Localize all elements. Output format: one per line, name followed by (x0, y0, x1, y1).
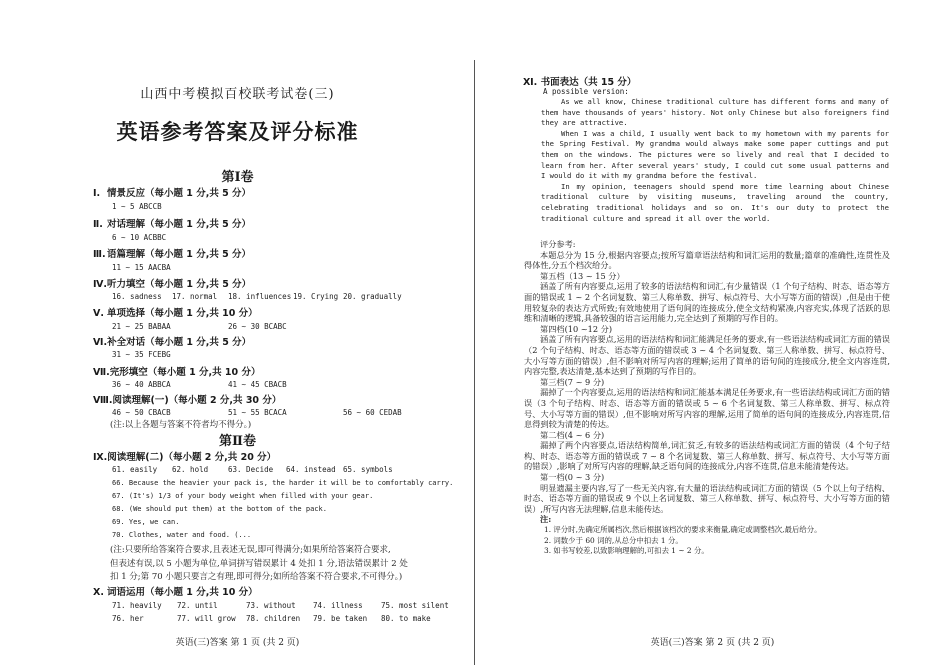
answer-line: 26 ~ 30 BCABC (228, 322, 287, 331)
grade-level-label: 第五档（13 ~ 15 分） (540, 270, 625, 281)
answer-item: 79. be taken (313, 614, 368, 623)
section-number: Ⅲ. (93, 249, 106, 260)
section-number: Ⅱ. (93, 219, 103, 230)
section-number: Ⅵ. (93, 337, 108, 348)
answer-item: 80. to make (381, 614, 431, 623)
answer-line: 36 ~ 40 ABBCA (112, 380, 171, 389)
volume-one-heading: 第Ⅰ卷 (221, 170, 254, 185)
model-essay (541, 97, 889, 224)
note-item: 2. 词数少于 60 词的,从总分中扣去 1 分。 (544, 535, 683, 545)
answer-sentence: 66. Because the heavier your pack is, the harder it will be to comfortably carry. (112, 479, 454, 487)
answer-item: 77. will grow (177, 614, 236, 623)
section-number: Ⅴ. (93, 308, 104, 319)
essay-version-label: A possible version: (543, 87, 629, 96)
answer-item: 20. gradually (343, 292, 402, 301)
grade-level-label: 第一档(0 ~ 3 分) (540, 472, 605, 483)
answer-item: 76. her (112, 614, 144, 623)
answer-item: 78. children (246, 614, 301, 623)
essay-paragraph: As we all know, Chinese traditional culture has different forms and many of them have thousands of years' history. Not only Chinese but also foreigners find they are attractive. (541, 97, 889, 128)
section-title: 补全对话（每小题 1 分,共 5 分） (107, 337, 252, 348)
section-title: 阅读理解(二)（每小题 2 分,共 20 分） (107, 452, 277, 463)
grading-intro: 本题总分为 15 分,根据内容要点;按所写篇章语法结构和词汇运用的数量;篇章的准确性,连贯性及得体性,分五个档次给分。 (524, 249, 890, 271)
exam-title: 山西中考模拟百校联考试卷(三) (140, 87, 335, 102)
section-title: 书面表达（共 15 分） (540, 77, 637, 88)
page-footer: 英语(三)答案 第 1 页 (共 2 页) (175, 638, 300, 648)
grade-level-label: 第四档(10 ~12 分) (540, 323, 613, 334)
answer-line: 6 ~ 10 ACBBC (112, 233, 167, 242)
section-title: 情景反应（每小题 1 分,共 5 分） (107, 188, 252, 199)
answer-line: 56 ~ 60 CEDAB (343, 408, 402, 417)
essay-paragraph: In my opinion, teenagers should spend more time learning about Chinese traditional culture by visiting museums, traveling around the country, celebrating traditional holidays and so on. It's our duty to protect the traditional culture and spread it all over the world. (541, 181, 889, 223)
grading-title: 评分参考: (540, 239, 576, 249)
answer-sentence: 70. Clothes, water and food. (... (112, 531, 252, 539)
answer-line: 1 ~ 5 ABCCB (112, 202, 162, 211)
answer-item: 72. until (177, 601, 218, 610)
section-title: 阅读理解(一)（每小题 2 分,共 30 分） (112, 395, 282, 406)
answer-item: 17. normal (172, 292, 218, 301)
section-number: Ⅺ. (523, 77, 538, 88)
section-number: Ⅳ. (93, 279, 108, 290)
answer-sentence: 68. (We should put them) at the bottom of the pack. (112, 505, 327, 513)
note-item: 1. 评分时,先确定所属档次,然后根据该档次的要求来衡量,确定或调整档次,最后给分。 (544, 525, 822, 535)
answer-item: 73. without (246, 601, 296, 610)
grade-level-text: 涵盖了所有内容要点,运用的语法结构和词汇能满足任务的要求,有一些语法结构或词汇方面的错误（2 个句子结构、时态、语态等方面的错误或 3 ~ 4 个名词复数、第三人称单数、拼写、标点符号、大小写等方面的错误）,但不影响对所写内容的理解;运用了简单的语句间的连接成分,使全文内容连贯,内容完整,表达清楚,基本达到了预期的写作目的。 (524, 334, 890, 377)
answer-item: 74. illness (313, 601, 363, 610)
answer-item: 71. heavily (112, 601, 162, 610)
section-title: 完形填空（每小题 1 分,共 10 分） (109, 367, 261, 378)
section-number: Ⅰ. (93, 188, 101, 199)
grade-level-text: 漏掉了一个内容要点,运用的语法结构和词汇能基本满足任务要求,有一些语法结构或词汇方面的错误（3 个句子结构、时态、语态等方面的错误或 5 ~ 6 个名词复数、第三人称单数、拼写、标点符号、大小写等方面的错误）,但不影响对所写内容的理解,运用了简单的语句间的连接成分,内容连贯,信息得到较为清楚的传达。 (524, 387, 890, 430)
answer-line: 46 ~ 50 CBACB (112, 408, 171, 417)
section-title: 单项选择（每小题 1 分,共 10 分） (107, 308, 258, 319)
answer-sentence: 67. (It's) 1/3 of your body weight when filled with your gear. (112, 492, 374, 500)
answer-item: 61. easily (112, 465, 158, 474)
section-number: Ⅹ. (93, 587, 104, 598)
section-number: Ⅶ. (93, 367, 110, 378)
answer-item: 63. Decide (228, 465, 274, 474)
answer-item: 16. sadness (112, 292, 162, 301)
section-title: 对话理解（每小题 1 分,共 5 分） (107, 219, 252, 230)
section9-note-line: 但表述有误,以 5 小题为单位,单词拼写错误累计 4 处扣 1 分,语法错误累计 2 处 (110, 559, 408, 569)
section-title: 词语运用（每小题 1 分,共 10 分） (107, 587, 258, 598)
page-footer: 英语(三)答案 第 2 页 (共 2 页) (650, 638, 775, 648)
essay-paragraph: When I was a child, I usually went back to my hometown with my parents for the Spring Festival. My grandma would always make some paper cuttings and put them on the windows. The pictures were so lively and real that I decided to learn from her. After several years' study, I could cut some usual patterns and I would do it with my grandma before the festival. (541, 128, 889, 181)
grade-level-text: 漏掉了两个内容要点,语法结构简单,词汇贫乏,有较多的语法结构或词汇方面的错误（4 个句子结构、时态、语态等方面的错误或 7 ~ 8 个名词复数、第三人称单数、拼写、标点符号、大小写等方面的错误）,影响了对所写内容的理解,缺乏语句间的连接成分,内容不连贯,信息未能清楚传达。 (524, 440, 890, 472)
answer-item: 65. symbols (343, 465, 393, 474)
section9-note-line: 扣 1 分;第 70 小题只要言之有理,即可得分;如所给答案不符合要求,不可得分。) (110, 572, 403, 582)
section-number: Ⅸ. (93, 452, 108, 463)
grade-level-label: 第三档(7 ~ 9 分) (540, 376, 605, 387)
answer-sentence: 69. Yes, we can. (112, 518, 180, 526)
section-heading (523, 74, 636, 88)
answer-item: 64. instead (286, 465, 336, 474)
answer-line: 31 ~ 35 FCEBG (112, 350, 171, 359)
answer-item: 62. hold (172, 465, 209, 474)
section9-note-line: (注:只要所给答案符合要求,且表述无误,即可得满分;如果所给答案符合要求, (110, 545, 391, 555)
section-title: 语篇理解（每小题 1 分,共 5 分） (107, 249, 252, 260)
answer-item: 75. most silent (381, 601, 449, 610)
note-item: 3. 如书写较差,以致影响理解的,可扣去 1 ~ 2 分。 (544, 546, 709, 556)
volume-one-note: (注:以上各题与答案不符者均不得分。) (110, 420, 252, 430)
grade-level-label: 第二档(4 ~ 6 分) (540, 429, 605, 440)
answer-line: 11 ~ 15 AACBA (112, 263, 171, 272)
document-title: 英语参考答案及评分标准 (116, 120, 359, 144)
answer-line: 21 ~ 25 BABAA (112, 322, 171, 331)
answer-line: 41 ~ 45 CBACB (228, 380, 287, 389)
volume-two-heading: 第Ⅱ卷 (219, 434, 256, 449)
grading-criteria (524, 239, 890, 557)
section-number: Ⅷ. (93, 395, 113, 406)
section-title: 听力填空（每小题 1 分,共 5 分） (107, 279, 252, 290)
grade-level-text: 明显遗漏主要内容,写了一些无关内容,有大量的语法结构或词汇方面的错误（5 个以上句子结构、时态、语态等方面的错误或 9 个以上名词复数、第三人称单数、拼写、标点符号、大小写等方面的错误）,所写内容无法理解,信息未能传达。 (524, 482, 890, 514)
answer-line: 51 ~ 55 BCACA (228, 408, 287, 417)
answer-item: 18. influences (228, 292, 292, 301)
grade-level-text: 涵盖了所有内容要点,运用了较多的语法结构和词汇,有少量错误（1 个句子结构、时态、语态等方面的错误或 1 ~ 2 个名词复数、第三人称单数、拼写、标点符号、大小写等方面的错误）,但是由于使用较复杂的表达方式所致;有效地使用了语句间的连接成分,使全文结构紧凑,内容充实,体现了活跃的思维和清晰的逻辑,具备较强的语言运用能力,完全达到了预期的写作目的。 (524, 281, 890, 324)
answer-item: 19. Crying (293, 292, 339, 301)
notes-title: 注: (540, 514, 552, 525)
